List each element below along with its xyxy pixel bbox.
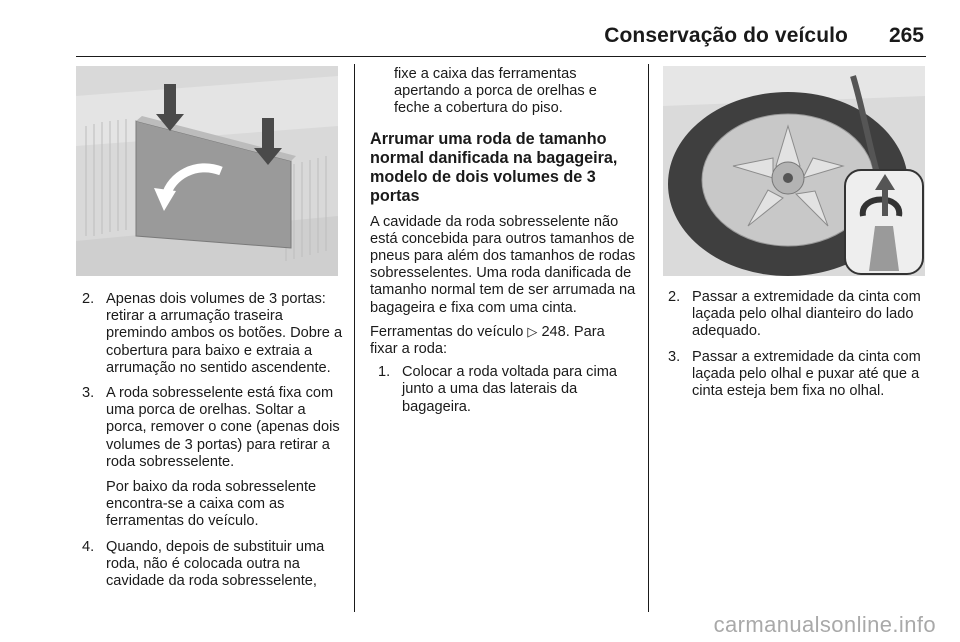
reference-page: 248. Para fixar a roda: bbox=[370, 323, 605, 358]
list-item bbox=[668, 349, 930, 401]
step-number: 4. bbox=[82, 538, 95, 555]
step-text: Passar a extremidade da cinta com laçada pelo olhal e puxar até que a cinta esteja bem fixa no olhal. bbox=[692, 348, 921, 400]
right-steps-list bbox=[668, 289, 930, 400]
column-divider-left bbox=[354, 64, 355, 612]
page-title: Conservação do veículo bbox=[604, 24, 848, 47]
step-text: A roda sobresselente está fixa com uma porca de orelhas. Soltar a porca, remover o cone (apenas dois volumes de 3 portas) para retirar a roda sobresselente. bbox=[106, 385, 340, 470]
watermark: carmanualsonline.info bbox=[713, 612, 936, 637]
step-text: Apenas dois volumes de 3 portas: retirar a arrumação traseira premindo ambos os botões. Dobre a cobertura para baixo e extraia a arrumação no sentido ascendente. bbox=[106, 291, 343, 376]
reference-text: Ferramentas do veículo bbox=[370, 323, 524, 340]
list-item bbox=[82, 385, 344, 531]
step-number: 1. bbox=[378, 364, 391, 381]
list-item bbox=[378, 364, 636, 416]
page-number: 265 bbox=[888, 24, 924, 47]
right-column bbox=[668, 289, 930, 408]
column-divider-right bbox=[648, 64, 649, 612]
list-item bbox=[82, 291, 344, 377]
trunk-storage-illustration bbox=[76, 66, 338, 276]
page-header bbox=[0, 0, 960, 62]
header-rule bbox=[76, 56, 926, 57]
step-text: Quando, depois de substituir uma roda, não é colocada outra na cavidade da roda sobresselente, bbox=[106, 538, 325, 590]
step-note: Por baixo da roda sobresselente encontra-se a caixa com as ferramentas do veículo. bbox=[106, 479, 317, 530]
figure-spare-wheel bbox=[663, 66, 925, 276]
middle-column bbox=[370, 66, 636, 424]
middle-steps-list bbox=[378, 364, 636, 416]
body-paragraph: A cavidade da roda sobresselente não está concebida para outros tamanhos de pneus para além dos tamanhos de rodas sobresselentes. Uma roda danificada de tamanho normal tem de ser arrumada na bagageira e fixa com uma cinta. bbox=[370, 213, 636, 316]
left-column bbox=[82, 291, 344, 598]
spare-wheel-illustration bbox=[663, 66, 925, 276]
continued-step-text: fixe a caixa das ferramentas apertando a porca de orelhas e feche a cobertura do piso. bbox=[394, 66, 597, 117]
step-number: 3. bbox=[82, 385, 95, 402]
section-heading: Arrumar uma roda de tamanho normal danificada na bagageira, modelo de dois volumes de 3 portas bbox=[370, 129, 618, 205]
figure-trunk-storage bbox=[76, 66, 338, 276]
list-item bbox=[668, 289, 930, 341]
step-number: 3. bbox=[668, 348, 681, 365]
step-text: Passar a extremidade da cinta com laçada pelo olhal dianteiro do lado adequado. bbox=[692, 289, 921, 340]
left-steps-list bbox=[82, 291, 344, 590]
step-text: Colocar a roda voltada para cima junto a uma das laterais da bagageira. bbox=[402, 364, 617, 415]
body-paragraph-reference bbox=[370, 323, 636, 358]
list-item bbox=[82, 539, 344, 591]
step-number: 2. bbox=[668, 289, 681, 305]
reference-arrow-icon: ▷ bbox=[527, 323, 538, 339]
step-number: 2. bbox=[82, 291, 95, 307]
